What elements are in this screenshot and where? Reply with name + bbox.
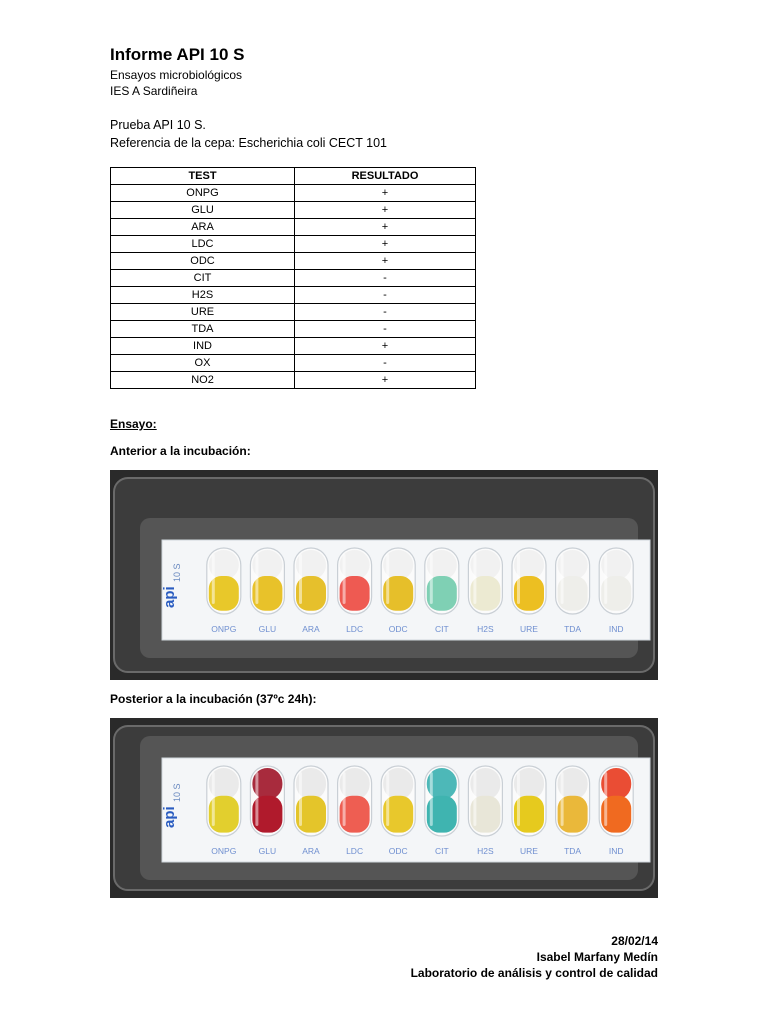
test-cell: LDC (111, 236, 295, 253)
cupule-ure (512, 766, 546, 836)
test-cell: URE (111, 304, 295, 321)
cupule-label: CIT (434, 624, 449, 634)
report-title: Informe API 10 S (110, 45, 245, 64)
author-name: Isabel Marfany Medín (536, 950, 658, 964)
cupule-label: ARA (302, 846, 320, 856)
report-subtitle: Ensayos microbiológicos (110, 68, 243, 82)
test-cell: H2S (111, 287, 295, 304)
cupule-label: URE (520, 624, 538, 634)
cupule-odc (381, 548, 415, 614)
cupule-label: URE (520, 846, 538, 856)
result-cell: - (295, 287, 476, 304)
test-cell: GLU (111, 202, 295, 219)
table-row (111, 219, 476, 236)
cupule-label: LDC (346, 624, 364, 634)
result-cell: + (295, 219, 476, 236)
api-brand-logo: api (161, 806, 178, 828)
table-row (111, 236, 476, 253)
cupule-label: ODC (388, 624, 408, 634)
cupule-ind (599, 548, 633, 614)
cupule-glu (250, 766, 284, 836)
cupule-label: LDC (346, 846, 364, 856)
table-row (111, 338, 476, 355)
table-row (111, 321, 476, 338)
before-incubation-heading: Anterior a la incubación: (110, 444, 251, 458)
table-row (111, 270, 476, 287)
lab-name: Laboratorio de análisis y control de calidad (410, 966, 658, 980)
cupule-label: ARA (302, 624, 320, 634)
table-row (111, 287, 476, 304)
cupule-label: CIT (434, 846, 449, 856)
result-cell: - (295, 355, 476, 372)
cupule-glu (250, 548, 284, 614)
test-cell: ARA (111, 219, 295, 236)
test-cell: ONPG (111, 185, 295, 202)
cupule-ure (512, 548, 546, 614)
test-cell: TDA (111, 321, 295, 338)
result-cell: + (295, 202, 476, 219)
cupule-label: TDA (564, 624, 582, 634)
report-date: 28/02/14 (611, 934, 658, 948)
result-cell: - (295, 321, 476, 338)
photo-before-incubation (110, 470, 658, 680)
table-row (111, 185, 476, 202)
cupule-label: ODC (388, 846, 408, 856)
api-brand-logo: api (161, 586, 178, 608)
cupule-label: H2S (477, 846, 494, 856)
cupule-label: ONPG (211, 624, 237, 634)
api-model-label: 10 S (172, 783, 182, 802)
test-cell: NO2 (111, 372, 295, 389)
results-table (110, 167, 476, 389)
cupule-ind (599, 766, 633, 836)
test-cell: CIT (111, 270, 295, 287)
cupule-label: GLU (258, 846, 277, 856)
result-cell: + (295, 338, 476, 355)
cupule-tda (556, 766, 590, 836)
cupule-cit (425, 766, 459, 836)
column-header-test: TEST (111, 168, 295, 185)
cupule-label: TDA (564, 846, 582, 856)
cupule-label: GLU (258, 624, 277, 634)
test-cell: IND (111, 338, 295, 355)
cupule-ara (294, 766, 328, 836)
cupule-onpg (207, 548, 241, 614)
cupule-cit (425, 548, 459, 614)
test-cell: ODC (111, 253, 295, 270)
after-incubation-heading: Posterior a la incubación (37ºc 24h): (110, 692, 317, 706)
result-cell: - (295, 270, 476, 287)
test-cell: OX (111, 355, 295, 372)
table-row (111, 355, 476, 372)
cupule-label: H2S (477, 624, 494, 634)
strain-reference: Referencia de la cepa: Escherichia coli CECT 101 (110, 136, 387, 150)
result-cell: - (295, 304, 476, 321)
table-row (111, 253, 476, 270)
photo-after-incubation (110, 718, 658, 898)
cupule-ldc (338, 548, 372, 614)
api-model-label: 10 S (172, 563, 182, 582)
cupule-label: IND (608, 624, 624, 634)
cupule-odc (381, 766, 415, 836)
cupule-onpg (207, 766, 241, 836)
school-name: IES A Sardiñeira (110, 84, 198, 98)
result-cell: + (295, 185, 476, 202)
cupule-ldc (338, 766, 372, 836)
table-header-row (111, 168, 476, 185)
table-row (111, 304, 476, 321)
column-header-result: RESULTADO (295, 168, 476, 185)
test-name: Prueba API 10 S. (110, 118, 206, 132)
cupule-tda (556, 548, 590, 614)
table-row (111, 372, 476, 389)
result-cell: + (295, 253, 476, 270)
ensayo-heading: Ensayo: (110, 417, 157, 431)
cupule-h2s (468, 766, 502, 836)
table-row (111, 202, 476, 219)
cupule-h2s (468, 548, 502, 614)
cupule-label: ONPG (211, 846, 237, 856)
cupule-ara (294, 548, 328, 614)
result-cell: + (295, 372, 476, 389)
result-cell: + (295, 236, 476, 253)
cupule-label: IND (608, 846, 624, 856)
